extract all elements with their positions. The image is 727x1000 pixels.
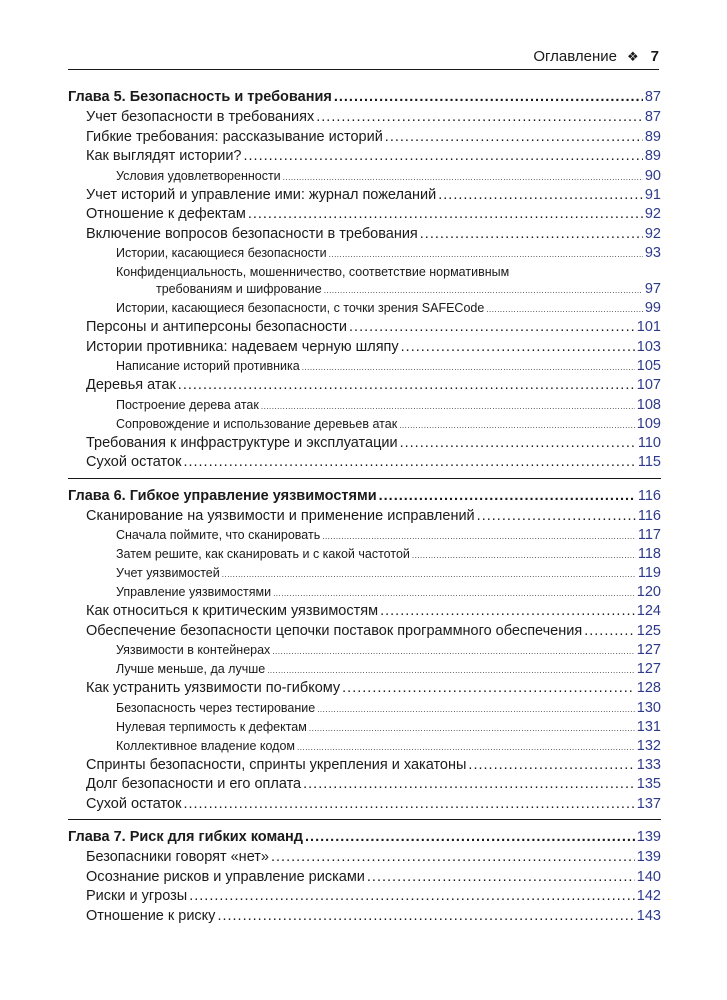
toc-section-entry[interactable]	[68, 186, 661, 206]
toc-page-link[interactable]: 89	[644, 148, 661, 164]
dot-leader	[420, 225, 643, 245]
toc-entry-label: Включение вопросов безопасности в требования	[86, 225, 418, 242]
toc-page-link[interactable]: 97	[644, 281, 661, 297]
toc-subsection-entry[interactable]	[68, 167, 661, 186]
toc-subsection-entry[interactable]	[68, 718, 661, 737]
toc-section-entry[interactable]	[68, 622, 661, 642]
toc-entry-label: Персоны и антиперсоны безопасности	[86, 319, 348, 335]
toc-subsection-entry[interactable]	[68, 396, 661, 415]
toc-entry-label: Долг безопасности и его оплата	[86, 776, 302, 792]
toc-subsection-entry[interactable]	[68, 564, 661, 583]
toc-page-link[interactable]: 139	[636, 849, 661, 865]
toc-section-entry[interactable]	[68, 376, 661, 396]
dot-leader	[283, 168, 643, 186]
toc-page-link[interactable]: 116	[637, 487, 661, 504]
toc-entry-label: Затем решите, как сканировать и с какой частотой	[116, 547, 410, 561]
toc-page-link[interactable]: 117	[637, 527, 661, 543]
toc-chapter-entry[interactable]	[68, 485, 661, 507]
toc-entry-label: Уязвимости в контейнерах	[116, 643, 271, 657]
toc-entry-label: Деревья атак	[86, 377, 176, 393]
toc-entry-label: Сканирование на уязвимости и применение исправлений	[86, 507, 475, 524]
toc-entry-label: Требования к инфраструктуре и эксплуатации	[86, 434, 398, 451]
toc-section-entry[interactable]	[68, 147, 661, 167]
toc-entry-label: Сухой остаток	[86, 454, 182, 470]
toc-entry-label: Построение дерева атак	[116, 397, 259, 412]
dot-leader	[400, 434, 636, 454]
page-header	[68, 44, 659, 70]
toc-entry-label: Управление уязвимостями	[116, 585, 272, 599]
toc-page-link[interactable]: 103	[636, 338, 661, 355]
toc-subsection-entry[interactable]	[68, 526, 661, 545]
toc-section-entry[interactable]	[68, 205, 661, 225]
dot-leader	[317, 700, 635, 718]
toc-section-entry[interactable]	[68, 225, 661, 245]
toc-subsection-entry[interactable]	[68, 415, 661, 434]
toc-section-entry[interactable]	[68, 775, 661, 795]
table-of-contents	[68, 86, 661, 926]
toc-entry-label: Гибкие требования: рассказывание историй	[86, 128, 383, 145]
toc-entry-label: Безопасники говорят «нет»	[86, 849, 269, 865]
dot-leader	[273, 584, 635, 602]
toc-page-link[interactable]: 130	[636, 699, 661, 716]
dot-leader	[438, 186, 643, 206]
dot-leader	[267, 661, 635, 679]
toc-section-entry[interactable]	[68, 108, 661, 128]
toc-page-link[interactable]: 137	[636, 795, 661, 812]
toc-entry-label: Глава 6. Гибкое управление уязвимостями	[68, 487, 377, 504]
toc-page-link[interactable]: 143	[636, 907, 661, 924]
dot-leader	[305, 826, 635, 848]
running-title: Оглавление	[533, 48, 617, 65]
toc-entry-label: Учет уязвимостей	[116, 566, 220, 580]
dot-leader	[367, 868, 635, 888]
toc-entry-label: требованиям и шифрование	[156, 282, 322, 296]
toc-entry-label: Безопасность через тестирование	[116, 700, 316, 715]
toc-page-link[interactable]: 120	[636, 584, 661, 600]
toc-section-entry[interactable]	[68, 868, 661, 888]
toc-page-link[interactable]: 105	[636, 358, 661, 374]
toc-section-entry[interactable]	[68, 679, 661, 699]
chapter-divider	[68, 478, 661, 479]
dot-leader	[334, 86, 643, 108]
toc-section-entry[interactable]	[68, 907, 661, 927]
dot-leader	[329, 245, 643, 263]
toc-subsection-entry[interactable]	[68, 545, 661, 564]
toc-entry-label: Риски и угрозы	[86, 888, 188, 904]
dot-leader	[271, 848, 635, 868]
toc-subsection-entry[interactable]	[68, 660, 661, 679]
toc-section-entry[interactable]	[68, 318, 661, 338]
toc-subsection-entry[interactable]	[68, 280, 661, 299]
toc-page-link[interactable]: 139	[636, 829, 661, 845]
dot-leader	[401, 338, 635, 358]
dot-leader	[303, 775, 635, 795]
toc-page-link[interactable]: 91	[644, 186, 661, 203]
toc-section-entry[interactable]	[68, 756, 661, 776]
dot-leader	[477, 507, 636, 527]
toc-subsection-label-line: Конфиденциальность, мошенничество, соответствие нормативным	[116, 265, 510, 279]
dot-leader	[316, 108, 643, 128]
toc-entry-label: Как выглядят истории?	[86, 148, 242, 164]
toc-page-link[interactable]: 127	[636, 642, 661, 658]
dot-leader	[217, 907, 634, 927]
toc-page-link[interactable]: 99	[644, 300, 661, 316]
toc-entry-label: Спринты безопасности, спринты укрепления и хакатоны	[86, 756, 467, 773]
toc-entry-label: Сначала поймите, что сканировать	[116, 528, 321, 542]
toc-page-link[interactable]: 131	[636, 718, 661, 735]
toc-page-link[interactable]: 127	[636, 661, 661, 677]
toc-entry-label: Лучше меньше, да лучше	[116, 662, 266, 676]
toc-page-link[interactable]: 132	[636, 737, 661, 754]
toc-page-link[interactable]: 124	[636, 603, 661, 619]
toc-entry-label: Учет историй и управление ими: журнал пожеланий	[86, 186, 437, 203]
toc-entry-label: Как относиться к критическим уязвимостям	[86, 603, 379, 619]
toc-page-link[interactable]: 140	[636, 868, 661, 885]
toc-page-link[interactable]: 135	[636, 776, 661, 792]
toc-subsection-entry[interactable]	[68, 299, 661, 318]
page-number: 7	[650, 48, 659, 65]
ornament-icon: ❖	[627, 49, 639, 64]
dot-leader	[261, 397, 635, 415]
toc-section-entry[interactable]	[68, 434, 661, 454]
dot-leader	[302, 358, 635, 376]
toc-page-link[interactable]: 90	[644, 167, 661, 184]
toc-entry-label: Сопровождение и использование деревьев атак	[116, 416, 398, 431]
toc-page-link[interactable]: 119	[637, 565, 661, 581]
dot-leader	[399, 416, 635, 434]
dot-leader	[248, 205, 643, 225]
toc-page-link[interactable]: 142	[636, 888, 661, 904]
toc-subsection-entry[interactable]	[68, 699, 661, 718]
dot-leader	[183, 795, 634, 815]
dot-leader	[584, 622, 635, 642]
dot-leader	[272, 642, 634, 660]
toc-section-entry[interactable]	[68, 338, 661, 358]
chapter-divider	[68, 819, 661, 820]
toc-page-link[interactable]: 92	[644, 206, 661, 222]
toc-entry-label: Условия удовлетворенности	[116, 168, 281, 183]
toc-page-link[interactable]: 107	[636, 377, 661, 393]
toc-chapter-entry[interactable]	[68, 826, 661, 848]
toc-section-entry[interactable]	[68, 848, 661, 868]
toc-section-entry[interactable]	[68, 128, 661, 148]
toc-page-link[interactable]: 125	[636, 622, 661, 639]
toc-page-link[interactable]: 110	[637, 434, 661, 451]
toc-subsection-entry[interactable]	[68, 737, 661, 756]
toc-entry-label: Нулевая терпимость к дефектам	[116, 719, 307, 734]
dot-leader	[468, 756, 634, 776]
toc-page-link[interactable]: 92	[644, 225, 661, 242]
toc-section-entry[interactable]	[68, 507, 661, 527]
toc-entry-label: Истории, касающиеся безопасности, с точки зрения SAFECode	[116, 301, 485, 315]
dot-leader	[322, 527, 636, 545]
toc-page-link[interactable]: 133	[636, 756, 661, 773]
toc-entry-label: Истории противника: надеваем черную шляпу	[86, 338, 399, 355]
toc-page-link[interactable]: 109	[636, 415, 661, 432]
dot-leader	[297, 738, 635, 756]
dot-leader	[349, 318, 635, 338]
toc-entry-label: Осознание рисков и управление рисками	[86, 868, 365, 885]
toc-subsection-entry[interactable]	[68, 583, 661, 602]
toc-entry-label: Отношение к дефектам	[86, 206, 246, 222]
dot-leader	[412, 546, 636, 564]
toc-entry-label: Глава 7. Риск для гибких команд	[68, 829, 304, 845]
dot-leader	[324, 281, 643, 299]
toc-page-link[interactable]: 87	[644, 89, 661, 105]
dot-leader	[189, 887, 635, 907]
toc-entry-label: Коллективное владение кодом	[116, 738, 296, 753]
toc-subsection-entry[interactable]	[68, 244, 661, 263]
dot-leader	[244, 147, 643, 167]
toc-section-entry[interactable]	[68, 887, 661, 907]
toc-chapter-entry[interactable]	[68, 86, 661, 108]
toc-page-link[interactable]: 128	[636, 680, 661, 696]
toc-page-link[interactable]: 108	[636, 396, 661, 413]
toc-entry-label: Как устранить уязвимости по-гибкому	[86, 680, 341, 696]
dot-leader	[486, 300, 643, 318]
toc-page-link[interactable]: 89	[644, 128, 661, 145]
toc-entry-label: Обеспечение безопасности цепочки поставок программного обеспечения	[86, 622, 583, 639]
dot-leader	[309, 719, 635, 737]
dot-leader	[379, 485, 636, 507]
toc-page-link[interactable]: 116	[637, 507, 661, 524]
dot-leader	[222, 565, 636, 583]
toc-section-entry[interactable]	[68, 602, 661, 622]
dot-leader	[380, 602, 635, 622]
dot-leader	[183, 453, 635, 473]
toc-section-entry[interactable]	[68, 795, 661, 815]
toc-subsection-entry[interactable]	[68, 641, 661, 660]
toc-page-link[interactable]: 93	[644, 245, 661, 261]
toc-page-link[interactable]: 115	[637, 454, 661, 470]
toc-entry-label: Учет безопасности в требованиях	[86, 109, 315, 125]
toc-entry-label: Написание историй противника	[116, 359, 300, 373]
toc-entry-label: Сухой остаток	[86, 795, 182, 812]
toc-entry-label: Истории, касающиеся безопасности	[116, 246, 327, 260]
toc-subsection-entry[interactable]	[68, 357, 661, 376]
toc-entry-label: Глава 5. Безопасность и требования	[68, 89, 332, 105]
dot-leader	[385, 128, 643, 148]
toc-page-link[interactable]: 118	[637, 546, 661, 562]
toc-page-link[interactable]: 87	[644, 109, 661, 125]
dot-leader	[178, 376, 635, 396]
toc-section-entry[interactable]	[68, 453, 661, 473]
toc-entry-label: Отношение к риску	[86, 907, 216, 924]
toc-page-link[interactable]: 101	[636, 319, 661, 335]
dot-leader	[342, 679, 635, 699]
